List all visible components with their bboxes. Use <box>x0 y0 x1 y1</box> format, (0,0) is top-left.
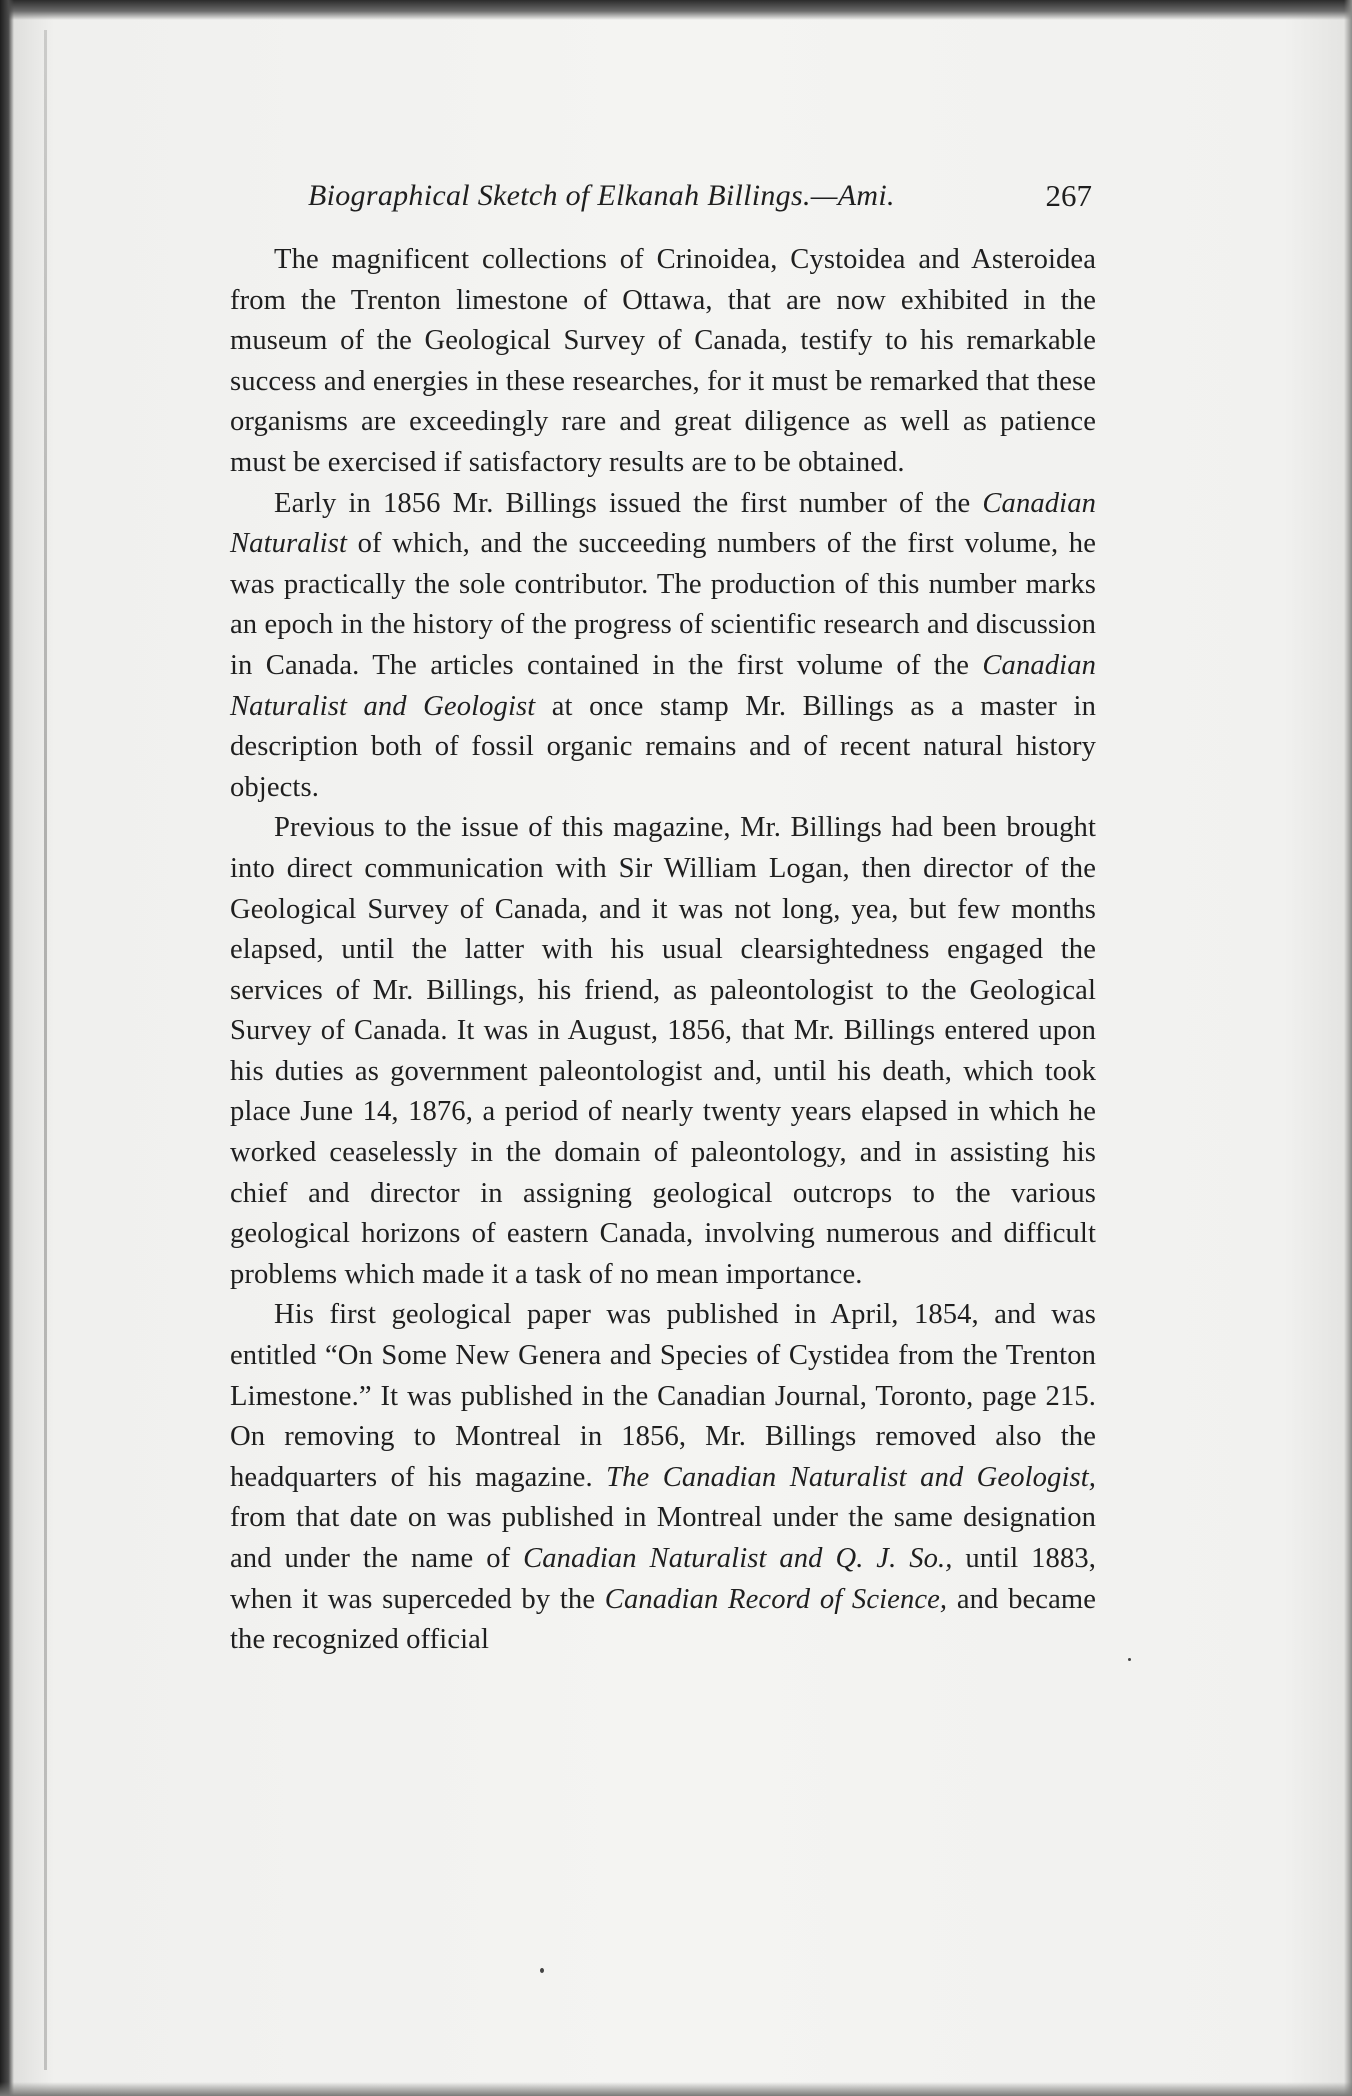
paragraph <box>230 808 1096 1295</box>
text-run: and became the recognized official <box>230 1583 1096 1656</box>
text-run: from that date on was published in Montreal under the same designation and under the name of <box>230 1502 1096 1574</box>
running-title: Biographical Sketch of Elkanah Billings.—Ami. <box>308 179 895 212</box>
scan-right-edge <box>1344 0 1352 2096</box>
page-number: 267 <box>1045 178 1092 213</box>
text-run: His first geological paper was published in April, 1854, and was entitled “On Some New Genera and Species of Cystidea from the Trenton Limestone.” It was published in the Canadian Journal, Toronto, page 215. On removing to Montreal in 1856, Mr. Billings removed also the headquarters of his magazine. <box>230 1299 1096 1493</box>
ink-speck <box>540 1968 544 1973</box>
running-head <box>230 170 1096 222</box>
text-run: at once stamp Mr. Billings as a master in description both of fossil organic remains and of recent natural history objects. <box>230 690 1096 803</box>
ink-speck <box>1128 1658 1131 1661</box>
text-run: Early in 1856 Mr. Billings issued the first number of the <box>274 487 983 519</box>
scan-top-shadow <box>0 0 1352 20</box>
italic-text-run: The Canadian Naturalist and Geologist, <box>606 1461 1097 1493</box>
italic-text-run: Canadian Naturalist <box>230 487 1096 560</box>
italic-text-run: Canadian Record of Science, <box>604 1583 948 1615</box>
text-run: until 1883, when it was superceded by the <box>230 1543 1096 1615</box>
paragraph <box>230 240 1096 484</box>
book-gutter-line <box>44 30 47 2070</box>
body-text <box>230 240 1096 1661</box>
scan-left-edge <box>0 0 14 2096</box>
text-run: Previous to the issue of this magazine, Mr. Billings had been brought into direct communication with Sir William Logan, then director of the Geological Survey of Canada, and it was not long, yea, but few months elapsed, until the latter with his usual clearsightedness engaged the services of Mr. Billings, his friend, as paleontologist to the Geological Survey of Canada. It was in August, 1856, that Mr. Billings entered upon his duties as government paleontologist and, until his death, which took place June 14, 1876, a period of nearly twenty years elapsed in which he worked ceaselessly in the domain of paleontology, and in assisting his chief and director in assigning geological outcrops to the various geological horizons of eastern Canada, involving numerous and difficult problems which made it a task of no mean importance. <box>230 812 1096 1290</box>
paragraph <box>230 1295 1096 1660</box>
paragraph <box>230 484 1096 809</box>
text-run: The magnificent collections of Crinoidea, Cystoidea and Asteroidea from the Trenton limestone of Ottawa, that are now exhibited in the museum of the Geological Survey of Canada, testify to his remarkable success and energies in these researches, for it must be remarked that these organisms are exceedingly rare and great diligence as well as patience must be exercised if satisfactory results are to be obtained. <box>230 244 1096 478</box>
scan-bottom-edge <box>0 2082 1352 2096</box>
italic-text-run: Canadian Naturalist and Geologist <box>230 649 1096 722</box>
italic-text-run: Canadian Naturalist and Q. J. So., <box>523 1543 953 1574</box>
text-run: of which, and the succeeding numbers of the first volume, he was practically the sole contributor. The production of this number marks an epoch in the history of the progress of scientific research and discussion in Canada. The articles contained in the first volume of the <box>230 528 1096 681</box>
page-content <box>230 170 1096 1661</box>
